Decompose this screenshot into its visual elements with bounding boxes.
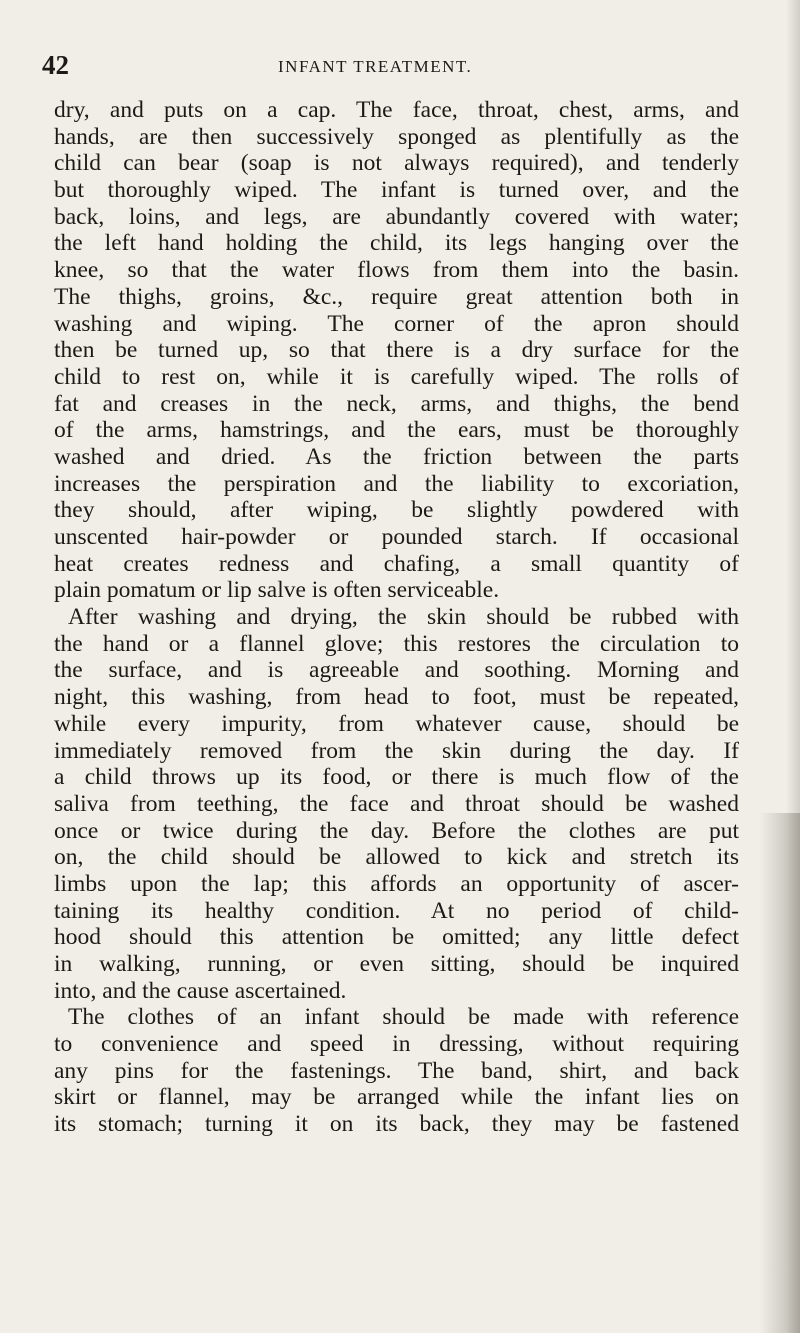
text-line: washing and wiping. The corner of the apron should (54, 310, 739, 337)
text-line: child to rest on, while it is carefully wiped. The rolls of (54, 363, 739, 390)
text-line: skirt or flannel, may be arranged while the infant lies on (54, 1084, 739, 1111)
text-line: but thoroughly wiped. The infant is turned over, and the (54, 177, 739, 204)
text-line: child can bear (soap is not always required), and tenderly (54, 150, 739, 177)
text-line: a child throws up its food, or there is much flow of the (54, 764, 739, 791)
text-line: increases the perspiration and the liability to excoriation, (54, 470, 739, 497)
text-line: into, and the cause ascertained. (54, 977, 347, 1004)
text-line: in walking, running, or even sitting, should be inquired (54, 951, 739, 977)
text-line: After washing and drying, the skin should be rubbed with (68, 604, 739, 631)
text-line: the surface, and is agreeable and soothing. Morning and (54, 657, 739, 684)
text-line: plain pomatum or lip salve is often serviceable. (54, 577, 500, 604)
running-head (42, 50, 742, 80)
text-line: night, this washing, from head to foot, must be repeated, (54, 684, 739, 711)
text-line: once or twice during the day. Before the clothes are put (54, 817, 739, 844)
text-line: dry, and puts on a cap. The face, throat, chest, arms, and (54, 97, 739, 123)
text-line: hands, are then successively sponged as plentifully as the (54, 123, 739, 150)
text-line: while every impurity, from whatever cause, should be (54, 710, 739, 737)
page-number: 42 (42, 50, 69, 80)
text-line: knee, so that the water flows from them into the basin. (54, 257, 739, 284)
text-line: fat and creases in the neck, arms, and thighs, the bend (54, 390, 739, 417)
text-line: immediately removed from the skin during the day. If (54, 737, 739, 764)
page-edge-shadow-lower (760, 813, 800, 1333)
text-line: saliva from teething, the face and throat should be washed (54, 790, 739, 817)
body-text (54, 97, 739, 1138)
text-line: The clothes of an infant should be made with reference (68, 1004, 739, 1031)
text-line: its stomach; turning it on its back, they may be fastened (54, 1111, 739, 1138)
text-line: back, loins, and legs, are abundantly covered with water; (54, 203, 739, 230)
text-line: limbs upon the lap; this affords an opportunity of ascer- (54, 870, 739, 897)
text-line: washed and dried. As the friction between the parts (54, 443, 739, 470)
text-line: taining its healthy condition. At no period of child- (54, 897, 739, 924)
text-line: heat creates redness and chafing, a small quantity of (54, 550, 739, 577)
text-line: any pins for the fastenings. The band, shirt, and back (54, 1057, 739, 1084)
text-line: on, the child should be allowed to kick and stretch its (54, 844, 739, 871)
text-line: they should, after wiping, be slightly powdered with (54, 497, 739, 524)
text-line: unscented hair-powder or pounded starch. If occasional (54, 524, 739, 550)
running-title: INFANT TREATMENT. (278, 57, 473, 76)
text-line: hood should this attention be omitted; any little defect (54, 924, 739, 951)
text-line: to convenience and speed in dressing, without requiring (54, 1031, 739, 1058)
text-line: of the arms, hamstrings, and the ears, must be thoroughly (54, 417, 739, 444)
text-line: The thighs, groins, &c., require great attention both in (54, 283, 739, 310)
text-line: then be turned up, so that there is a dry surface for the (54, 337, 739, 364)
text-line: the left hand holding the child, its legs hanging over the (54, 230, 739, 257)
text-line: the hand or a flannel glove; this restores the circulation to (54, 630, 739, 657)
